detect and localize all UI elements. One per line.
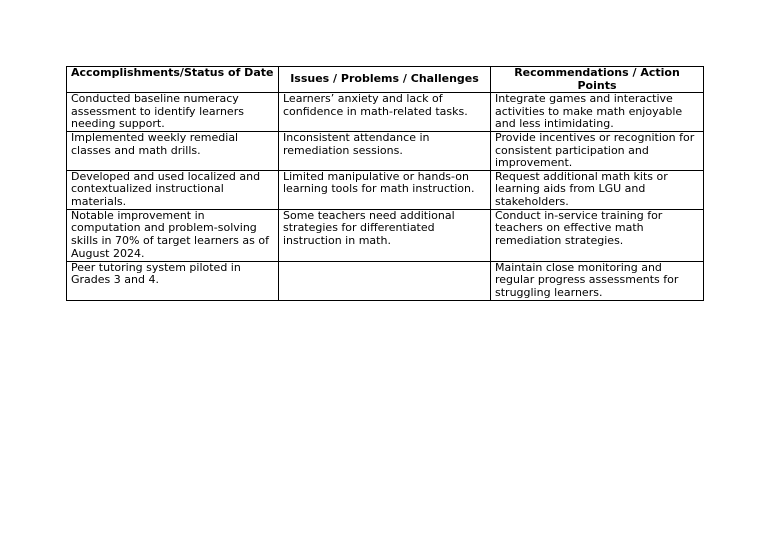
table-row: [67, 131, 704, 170]
header-accomplishments: Accomplishments/Status of Date: [67, 67, 279, 93]
header-issues: Issues / Problems / Challenges: [279, 67, 491, 93]
status-table: [66, 66, 704, 301]
table-header-row: [67, 67, 704, 93]
recommendation-cell: Request additional math kits or learning aids from LGU and stakeholders.: [491, 170, 704, 209]
table-row: [67, 261, 704, 300]
accomplishment-cell: Developed and used localized and contextualized instructional materials.: [67, 170, 279, 209]
recommendation-cell: Conduct in-service training for teachers on effective math remediation strategies.: [491, 209, 704, 261]
recommendation-cell: Provide incentives or recognition for consistent participation and improvement.: [491, 131, 704, 170]
header-recommendations: Recommendations / Action Points: [491, 67, 704, 93]
accomplishment-cell: Implemented weekly remedial classes and math drills.: [67, 131, 279, 170]
recommendation-cell: Maintain close monitoring and regular progress assessments for struggling learners.: [491, 261, 704, 300]
issue-cell: Some teachers need additional strategies for differentiated instruction in math.: [279, 209, 491, 261]
accomplishment-cell: Notable improvement in computation and problem-solving skills in 70% of target learners as of August 2024.: [67, 209, 279, 261]
table-row: [67, 93, 704, 132]
accomplishment-cell: Conducted baseline numeracy assessment to identify learners needing support.: [67, 93, 279, 132]
table-row: [67, 209, 704, 261]
table-row: [67, 170, 704, 209]
issue-cell: [279, 261, 491, 300]
issue-cell: Limited manipulative or hands-on learning tools for math instruction.: [279, 170, 491, 209]
accomplishment-cell: Peer tutoring system piloted in Grades 3 and 4.: [67, 261, 279, 300]
issue-cell: Learners’ anxiety and lack of confidence in math-related tasks.: [279, 93, 491, 132]
recommendation-cell: Integrate games and interactive activities to make math enjoyable and less intimidating.: [491, 93, 704, 132]
issue-cell: Inconsistent attendance in remediation sessions.: [279, 131, 491, 170]
